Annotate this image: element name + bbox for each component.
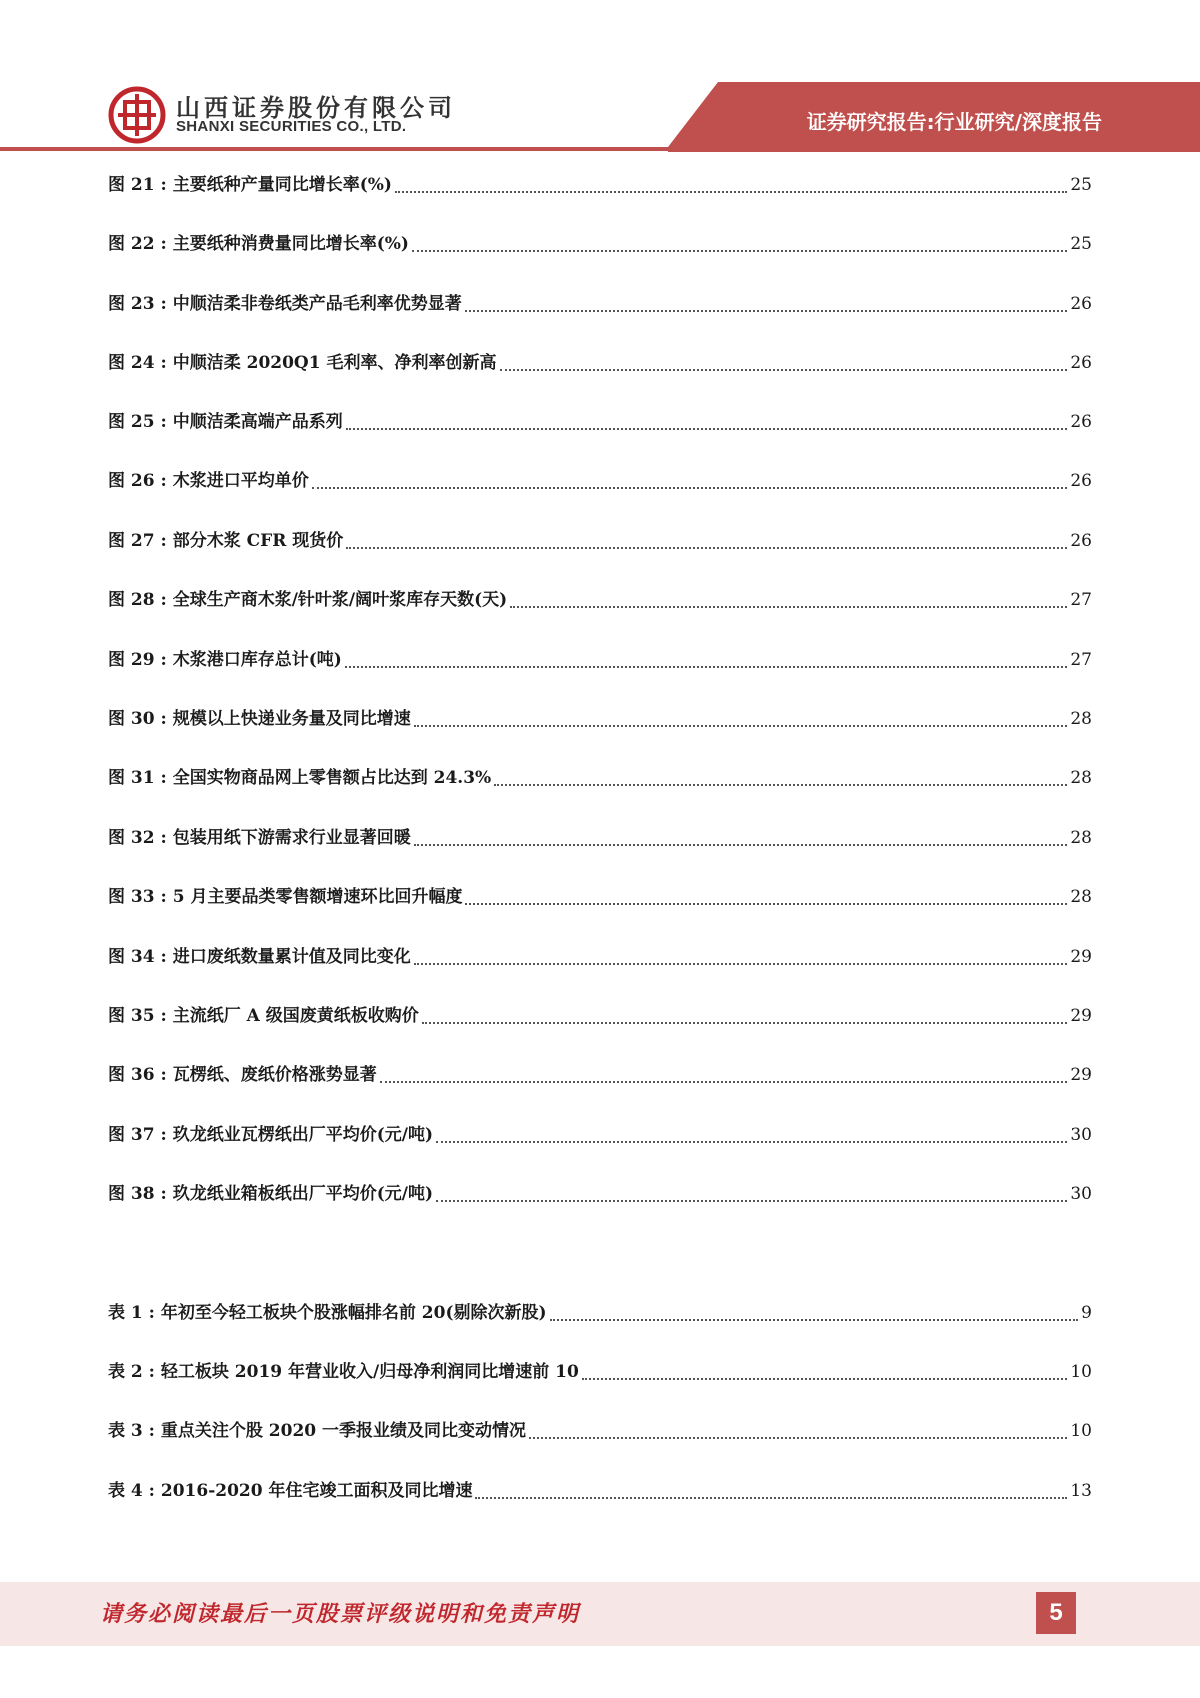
- toc-leader-dots: [529, 1436, 1067, 1439]
- toc-title: 5 月主要品类零售额增速环比回升幅度: [172, 887, 463, 907]
- toc-leader-dots: [345, 665, 1068, 668]
- toc-label: 图 24 :: [108, 353, 167, 373]
- company-name-cn: 山西证券股份有限公司: [176, 94, 456, 122]
- toc-title: 主要纸种消费量同比增长率(%): [172, 234, 409, 254]
- toc-entry[interactable]: [108, 1179, 1092, 1209]
- toc-leader-dots: [582, 1377, 1068, 1380]
- toc-page-number: 26: [1070, 531, 1092, 551]
- toc-page-number: 26: [1070, 412, 1092, 432]
- toc-leader-dots: [346, 427, 1068, 430]
- toc-title: 年初至今轻工板块个股涨幅排名前 20(剔除次新股): [160, 1303, 547, 1323]
- toc-title: 中顺洁柔高端产品系列: [172, 412, 343, 432]
- toc-page-number: 28: [1070, 768, 1092, 788]
- toc-entry[interactable]: [108, 1357, 1092, 1387]
- toc-entry[interactable]: [108, 645, 1092, 675]
- toc-title: 中顺洁柔非卷纸类产品毛利率优势显著: [172, 294, 462, 314]
- toc-title: 包装用纸下游需求行业显著回暖: [172, 828, 411, 848]
- toc-page-number: 29: [1070, 947, 1092, 967]
- toc-leader-dots: [436, 1140, 1067, 1143]
- toc-label: 图 34 :: [108, 947, 167, 967]
- toc-entry[interactable]: [108, 348, 1092, 378]
- toc-page-number: 30: [1070, 1125, 1092, 1145]
- toc-leader-dots: [414, 962, 1068, 965]
- toc-leader-dots: [414, 843, 1068, 846]
- toc-entry[interactable]: [108, 526, 1092, 556]
- toc-page-number: 9: [1081, 1303, 1092, 1323]
- toc-entry[interactable]: [108, 1416, 1092, 1446]
- company-name-en: SHANXI SECURITIES CO., LTD.: [176, 118, 407, 135]
- toc-title: 进口废纸数量累计值及同比变化: [172, 947, 411, 967]
- toc-page-number: 26: [1070, 471, 1092, 491]
- toc-label: 图 26 :: [108, 471, 167, 491]
- toc-leader-dots: [494, 783, 1067, 786]
- toc-entry[interactable]: [108, 170, 1092, 200]
- toc-page-number: 27: [1070, 590, 1092, 610]
- toc-title: 玖龙纸业箱板纸出厂平均价(元/吨): [172, 1184, 433, 1204]
- toc-page-number: 25: [1070, 175, 1092, 195]
- toc-entry[interactable]: [108, 763, 1092, 793]
- toc-title: 木浆港口库存总计(吨): [172, 650, 342, 670]
- toc-page-number: 28: [1070, 887, 1092, 907]
- toc-label: 图 23 :: [108, 294, 167, 314]
- toc-label: 表 2 :: [108, 1362, 155, 1382]
- toc-page-number: 26: [1070, 294, 1092, 314]
- toc-leader-dots: [465, 309, 1068, 312]
- toc-title: 主流纸厂 A 级国废黄纸板收购价: [172, 1006, 419, 1026]
- toc-leader-dots: [550, 1318, 1079, 1321]
- toc-leader-dots: [412, 249, 1067, 252]
- toc-entry[interactable]: [108, 704, 1092, 734]
- report-type: 证券研究报告:行业研究/深度报告: [806, 110, 1102, 134]
- toc-entry[interactable]: [108, 942, 1092, 972]
- toc-title: 全球生产商木浆/针叶浆/阔叶浆库存天数(天): [172, 590, 508, 610]
- toc-entry[interactable]: [108, 466, 1092, 496]
- toc-title: 木浆进口平均单价: [172, 471, 309, 491]
- toc-label: 图 32 :: [108, 828, 167, 848]
- toc-entry[interactable]: [108, 823, 1092, 853]
- toc-entry[interactable]: [108, 585, 1092, 615]
- toc-title: 轻工板块 2019 年营业收入/归母净利润同比增速前 10: [160, 1362, 579, 1382]
- toc-entry[interactable]: [108, 1060, 1092, 1090]
- toc-title: 全国实物商品网上零售额占比达到 24.3%: [172, 768, 492, 788]
- toc-title: 玖龙纸业瓦楞纸出厂平均价(元/吨): [172, 1125, 433, 1145]
- toc-title: 规模以上快递业务量及同比增速: [172, 709, 411, 729]
- toc-entry[interactable]: [108, 1298, 1092, 1328]
- toc-leader-dots: [422, 1021, 1068, 1024]
- toc-label: 图 35 :: [108, 1006, 167, 1026]
- toc-page-number: 28: [1070, 709, 1092, 729]
- toc-page-number: 26: [1070, 353, 1092, 373]
- disclaimer-text: 请务必阅读最后一页股票评级说明和免责声明: [100, 1602, 581, 1627]
- toc-label: 表 1 :: [108, 1303, 155, 1323]
- toc-leader-dots: [380, 1080, 1068, 1083]
- toc-leader-dots: [436, 1199, 1067, 1202]
- toc-label: 表 3 :: [108, 1421, 155, 1441]
- toc-page-number: 29: [1070, 1065, 1092, 1085]
- toc-title: 主要纸种产量同比增长率(%): [172, 175, 392, 195]
- toc-leader-dots: [465, 902, 1067, 905]
- toc-entry[interactable]: [108, 1001, 1092, 1031]
- toc-page-number: 29: [1070, 1006, 1092, 1026]
- page-header: [0, 0, 1200, 160]
- toc-label: 图 29 :: [108, 650, 167, 670]
- toc-leader-dots: [510, 605, 1067, 608]
- toc-leader-dots: [312, 486, 1068, 489]
- toc-leader-dots: [500, 368, 1068, 371]
- toc-label: 图 31 :: [108, 768, 167, 788]
- toc-label: 图 25 :: [108, 412, 167, 432]
- toc-label: 图 37 :: [108, 1125, 167, 1145]
- toc-page-number: 28: [1070, 828, 1092, 848]
- toc-entry[interactable]: [108, 229, 1092, 259]
- toc-entry[interactable]: [108, 882, 1092, 912]
- toc-label: 图 30 :: [108, 709, 167, 729]
- company-logo-icon: [108, 86, 166, 144]
- toc-title: 瓦楞纸、废纸价格涨势显著: [172, 1065, 377, 1085]
- toc-page-number: 10: [1070, 1421, 1092, 1441]
- toc-entry[interactable]: [108, 289, 1092, 319]
- toc-label: 图 28 :: [108, 590, 167, 610]
- toc-title: 中顺洁柔 2020Q1 毛利率、净利率创新高: [172, 353, 497, 373]
- toc-label: 图 22 :: [108, 234, 167, 254]
- toc-leader-dots: [346, 546, 1067, 549]
- toc-title: 重点关注个股 2020 一季报业绩及同比变动情况: [160, 1421, 527, 1441]
- page-number: 5: [1036, 1592, 1076, 1634]
- toc-page-number: 25: [1070, 234, 1092, 254]
- toc-label: 图 33 :: [108, 887, 167, 907]
- toc-label: 表 4 :: [108, 1481, 155, 1501]
- toc-title: 部分木浆 CFR 现货价: [172, 531, 344, 551]
- toc-leader-dots: [414, 724, 1068, 727]
- toc-entry[interactable]: [108, 407, 1092, 437]
- toc-leader-dots: [475, 1496, 1067, 1499]
- toc-entry[interactable]: [108, 1476, 1092, 1506]
- toc-page-number: 10: [1070, 1362, 1092, 1382]
- toc-label: 图 36 :: [108, 1065, 167, 1085]
- toc-title: 2016-2020 年住宅竣工面积及同比增速: [160, 1481, 473, 1501]
- toc-label: 图 38 :: [108, 1184, 167, 1204]
- toc-page-number: 30: [1070, 1184, 1092, 1204]
- toc-leader-dots: [395, 190, 1067, 193]
- toc-page-number: 27: [1070, 650, 1092, 670]
- toc-entry[interactable]: [108, 1120, 1092, 1150]
- toc-label: 图 27 :: [108, 531, 167, 551]
- toc-label: 图 21 :: [108, 175, 167, 195]
- header-divider: [0, 147, 1200, 151]
- toc-page-number: 13: [1070, 1481, 1092, 1501]
